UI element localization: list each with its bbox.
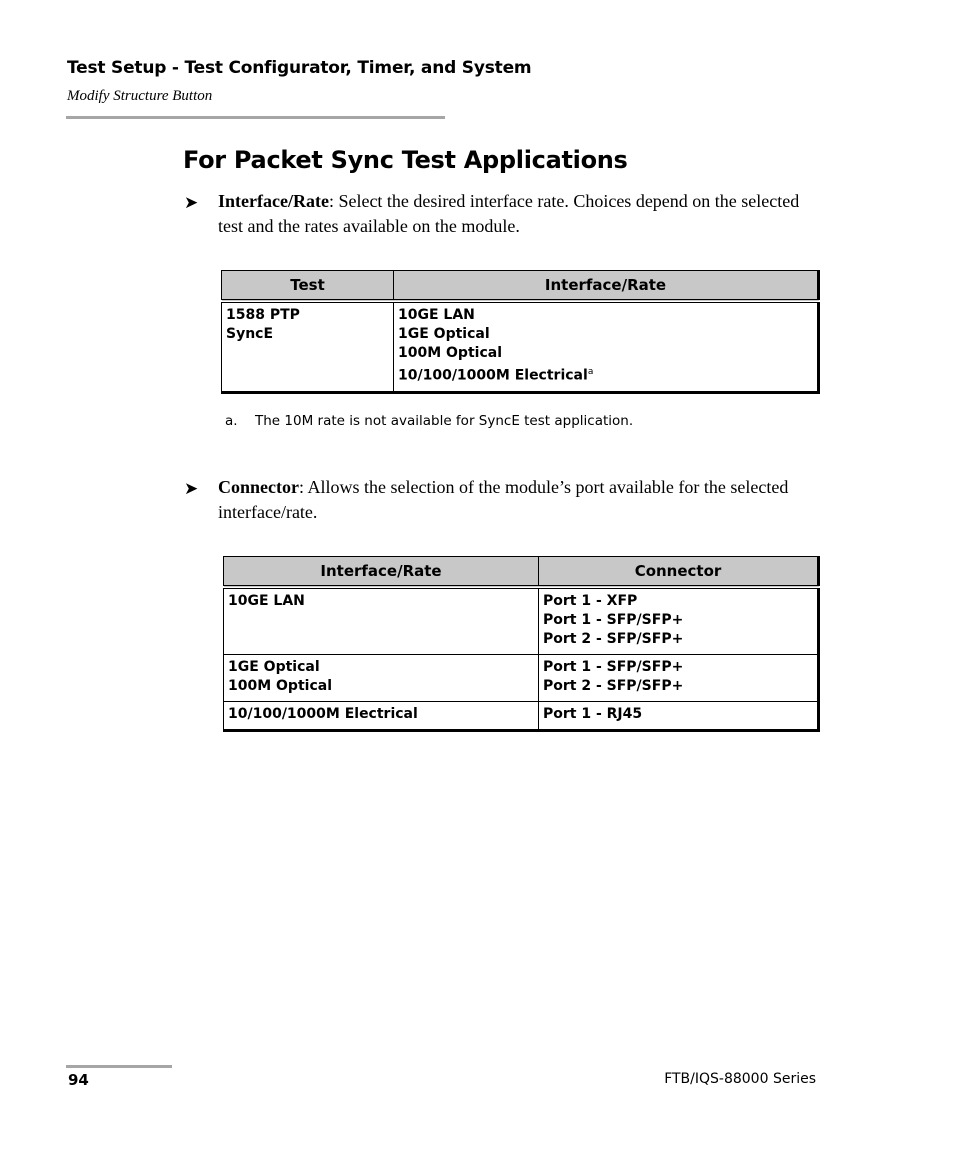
footer-divider <box>66 1065 172 1068</box>
product-series: FTB/IQS-88000 Series <box>664 1071 816 1087</box>
table-cell-rate <box>224 655 539 702</box>
page-number: 94 <box>68 1071 89 1089</box>
connector-name: Port 1 - SFP/SFP+ <box>543 659 684 675</box>
table-cell-connectors <box>539 587 819 655</box>
connector-name: Port 2 - SFP/SFP+ <box>543 631 684 647</box>
rate-name: 10/100/1000M Electrical$^a$ <box>398 367 594 384</box>
connector-name: Port 1 - XFP <box>543 593 638 609</box>
table-header-connector: Connector <box>539 557 819 588</box>
table-cell-connectors <box>539 702 819 731</box>
table-header-test: Test <box>222 271 394 302</box>
connector-name: Port 1 - SFP/SFP+ <box>543 612 684 628</box>
table-row <box>224 702 819 731</box>
bullet-term: Connector <box>218 477 299 497</box>
rate-name: 1GE Optical <box>228 659 320 675</box>
bullet-arrow-icon: ➤ <box>184 479 199 498</box>
table-cell-rate <box>224 587 539 655</box>
table-row <box>222 301 819 392</box>
table-cell-rate <box>224 702 539 731</box>
section-title: Test Setup - Test Configurator, Timer, and System <box>67 58 532 78</box>
rate-name: 1GE Optical <box>398 326 490 342</box>
page-heading: For Packet Sync Test Applications <box>183 146 628 174</box>
connector-name: Port 2 - SFP/SFP+ <box>543 678 684 694</box>
subsection-title: Modify Structure Button <box>67 88 213 104</box>
table-footnote <box>225 413 633 429</box>
table-cell-tests <box>222 301 394 392</box>
rate-name: 10GE LAN <box>228 593 305 609</box>
rate-name: 100M Optical <box>398 345 502 361</box>
rate-connector-table <box>223 556 820 732</box>
bullet-text: : Allows the selection of the module’s port available for the selected interface/rate. <box>218 477 789 522</box>
test-rate-table <box>221 270 820 394</box>
test-name: SyncE <box>226 326 274 342</box>
rate-name: 100M Optical <box>228 678 332 694</box>
table-header-rate: Interface/Rate <box>224 557 539 588</box>
header-divider <box>66 116 445 119</box>
table-row <box>224 655 819 702</box>
bullet-arrow-icon: ➤ <box>184 193 199 212</box>
footnote-text: The 10M rate is not available for SyncE test application. <box>255 413 634 429</box>
connector-name: Port 1 - RJ45 <box>543 706 643 722</box>
table-header-rate: Interface/Rate <box>394 271 819 302</box>
table-row <box>224 587 819 655</box>
test-name: 1588 PTP <box>226 307 300 323</box>
rate-name: 10/100/1000M Electrical <box>228 706 418 722</box>
table-cell-connectors <box>539 655 819 702</box>
rate-name: 10GE LAN <box>398 307 475 323</box>
bullet-term: Interface/Rate <box>218 191 329 211</box>
bullet-text: : Select the desired interface rate. Choices depend on the selected test and the rates available on the module. <box>218 191 800 236</box>
footnote-ref: a <box>587 367 594 377</box>
table-cell-rates <box>394 301 819 392</box>
footnote-label: a. <box>225 413 238 429</box>
